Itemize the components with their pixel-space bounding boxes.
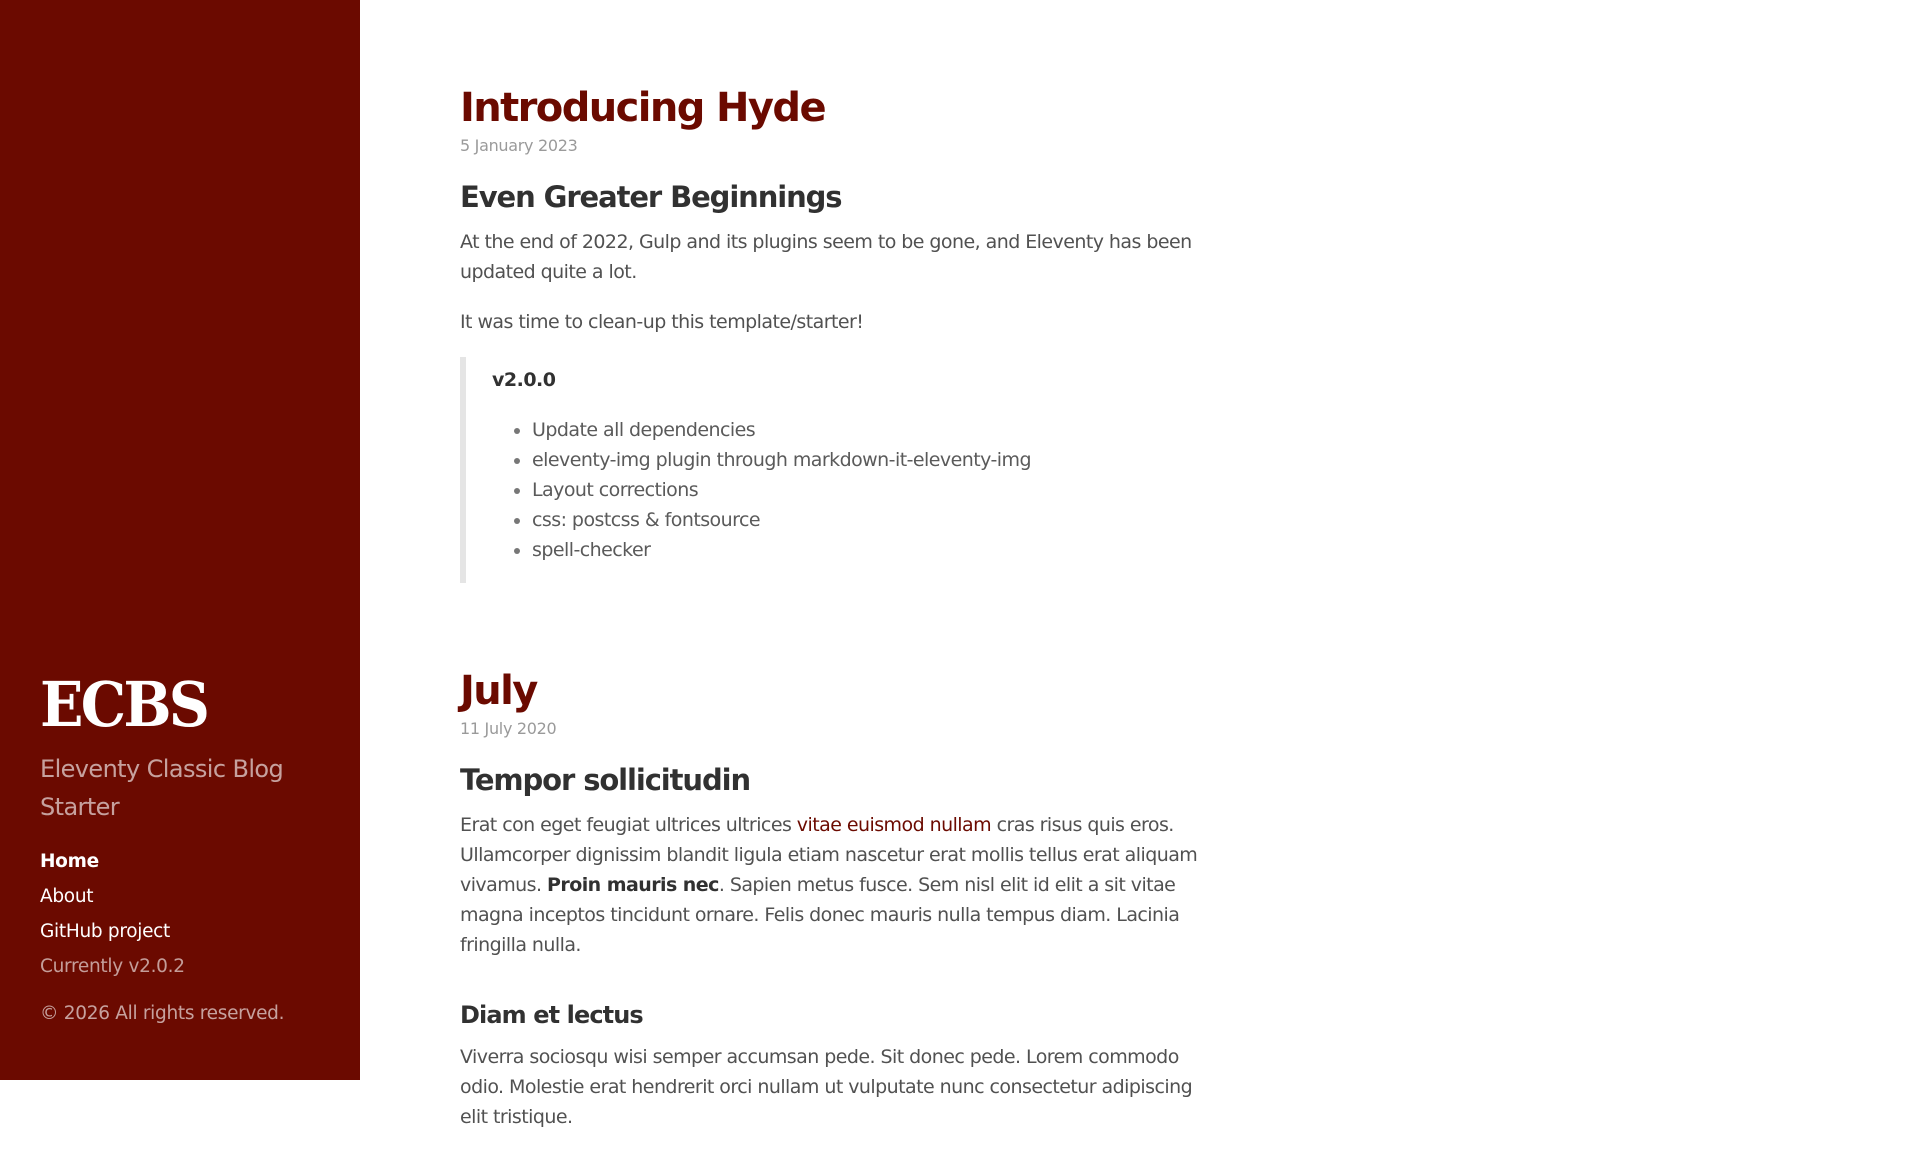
changelog-item: • Layout corrections	[532, 475, 1200, 505]
post-subheading: Diam et lectus	[460, 1001, 643, 1029]
nav-item-github	[40, 914, 330, 949]
changelog-version: v2.0.0	[492, 369, 556, 391]
inline-link[interactable]: vitae euismod nullam	[796, 814, 992, 836]
post-title-link[interactable]: Introducing Hyde	[460, 85, 825, 131]
nav-link-about[interactable]: About	[40, 886, 94, 907]
bold-text: Proin mauris nec	[547, 874, 719, 896]
text: . Sapien metus fusce. Sem nisl elit id elit a sit vitae magna inceptos tincidunt ornare. Felis donec mauris nulla tempus diam. Lacinia fringilla nulla.	[460, 874, 1180, 956]
main-content	[460, 0, 1200, 1152]
post-july	[460, 583, 1200, 1132]
site-logo[interactable]: ECBS	[40, 668, 208, 741]
post-paragraph: Viverra sociosqu wisi semper accumsan pede. Sit donec pede. Lorem commodo odio. Molestie erat hendrerit orci nullam ut vulputate nunc consectetur adipiscing elit tristique.	[460, 1046, 1193, 1128]
changelog-blockquote	[460, 357, 1200, 583]
post-date: 11 July 2020	[460, 719, 557, 738]
post-introducing-hyde	[460, 0, 1200, 583]
changelog-list	[492, 415, 1200, 565]
sidebar-content	[40, 668, 330, 1046]
post-paragraph: At the end of 2022, Gulp and its plugins seem to be gone, and Eleventy has been updated quite a lot.	[460, 231, 1192, 283]
post-title-link[interactable]: July	[460, 668, 537, 714]
sidebar-nav	[40, 844, 330, 984]
nav-link-home[interactable]: Home	[40, 851, 99, 872]
post-heading: Tempor sollicitudin	[460, 763, 750, 797]
text: Erat con eget feugiat ultrices ultrices	[460, 814, 797, 836]
copyright: © 2026 All rights reserved.	[40, 1003, 285, 1024]
changelog-item: • eleventy-img plugin through markdown-it-eleventy-img	[532, 445, 1200, 475]
post-date: 5 January 2023	[460, 136, 578, 155]
site-tagline: Eleventy Classic Blog Starter	[40, 755, 284, 821]
text: cras risus quis eros. Ullamcorper dignissim blandit ligula etiam nascetur erat mollis tellus erat aliquam vivamus.	[460, 814, 1198, 896]
changelog-item: • Update all dependencies	[532, 415, 1200, 445]
nav-link-github-project[interactable]: GitHub project	[40, 921, 170, 942]
post-paragraph	[460, 810, 1200, 960]
version-label: Currently v2.0.2	[40, 956, 185, 977]
nav-item-about	[40, 879, 330, 914]
nav-item-home	[40, 844, 330, 879]
sidebar	[0, 0, 360, 1080]
post-heading: Even Greater Beginnings	[460, 180, 842, 214]
post-paragraph: It was time to clean-up this template/starter!	[460, 311, 864, 333]
changelog-item: • css: postcss & fontsource	[532, 505, 1200, 535]
changelog-item: • spell-checker	[532, 535, 1200, 565]
